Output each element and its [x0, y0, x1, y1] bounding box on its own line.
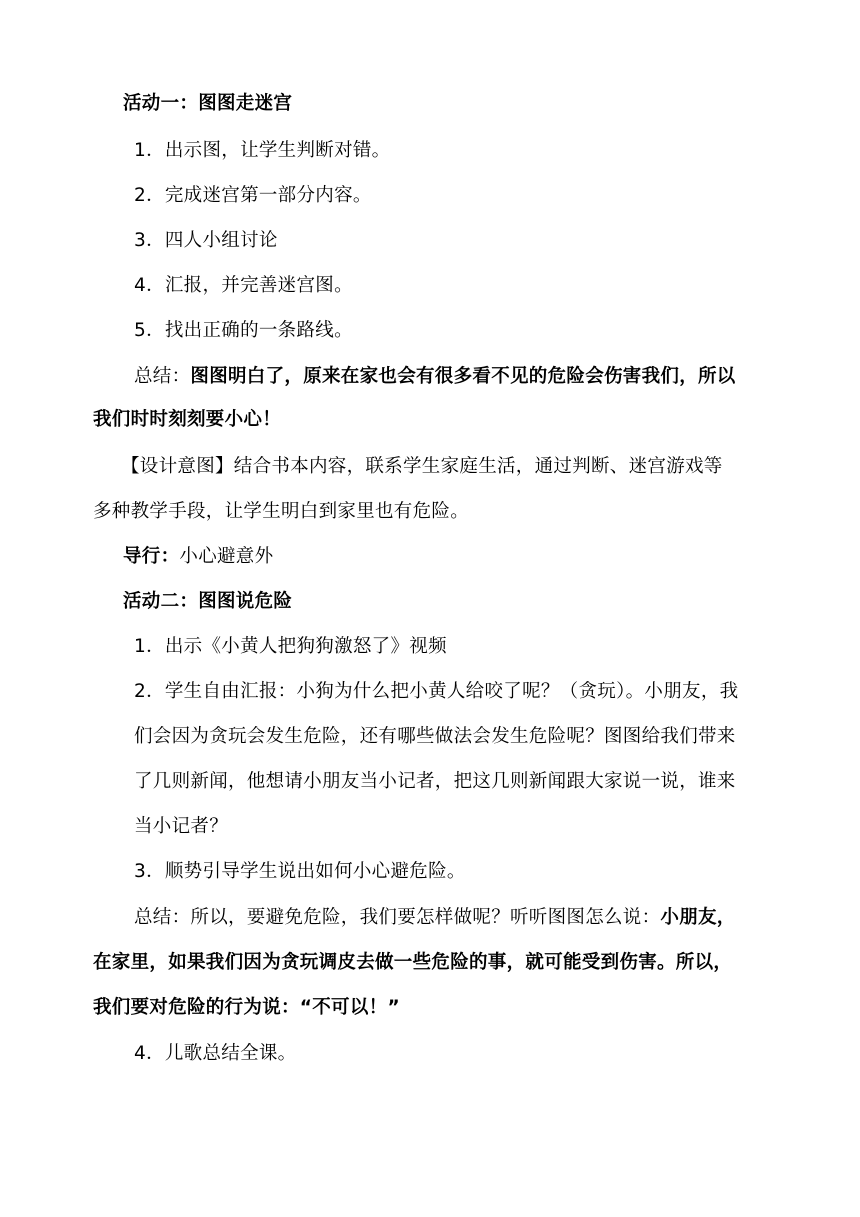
activity2-summary: [134, 906, 736, 930]
activity1-summary: [134, 365, 736, 389]
activity2-step-2-line-4: 当小记者？: [134, 816, 229, 837]
activity1-step-3: 3．四人小组讨论: [134, 230, 278, 251]
activity1-summary-cont: 我们时时刻刻要小心！: [93, 409, 282, 430]
activity2-summary-line-3: 我们要对危险的行为说：“不可以！”: [93, 997, 400, 1018]
guide-label: 导行：: [123, 546, 180, 567]
design-intent-line-1: 【设计意图】结合书本内容，联系学生家庭生活，通过判断、迷宫游戏等: [121, 456, 723, 477]
summary-label: 总结：: [134, 366, 191, 387]
activity2-step-4: 4．儿歌总结全课。: [134, 1043, 297, 1064]
activity2-summary-line-2: 在家里，如果我们因为贪玩调皮去做一些危险的事，就可能受到伤害。所以，: [93, 952, 733, 973]
activity1-step-2: 2．完成迷宫第一部分内容。: [134, 185, 372, 206]
activity1-step-5: 5．找出正确的一条路线。: [134, 320, 353, 341]
activity2-step-3: 3．顺势引导学生说出如何小心避危险。: [134, 861, 466, 882]
activity2-step-2-line-2: 们会因为贪玩会发生危险，还有哪些做法会发生危险呢？图图给我们带来: [134, 726, 736, 747]
guide-line: [123, 545, 273, 569]
summary-bold-text: 图图明白了，原来在家也会有很多看不见的危险会伤害我们，所以: [190, 366, 736, 387]
summary-normal-text: 总结：所以，要避免危险，我们要怎样做呢？听听图图怎么说：: [134, 907, 661, 928]
summary-bold-tail: 小朋友，: [660, 907, 736, 928]
guide-text: 小心避意外: [179, 546, 274, 567]
activity1-heading: 活动一：图图走迷宫: [123, 93, 293, 114]
activity2-step-1: 1．出示《小黄人把狗狗激怒了》视频: [134, 636, 447, 657]
activity1-step-1: 1．出示图，让学生判断对错。: [134, 140, 391, 161]
activity2-step-2-line-1: 2．学生自由汇报：小狗为什么把小黄人给咬了呢？（贪玩）。小朋友，我: [134, 681, 739, 702]
design-intent-line-2: 多种教学手段，让学生明白到家里也有危险。: [93, 501, 470, 522]
activity2-heading: 活动二：图图说危险: [123, 591, 293, 612]
activity2-step-2-line-3: 了几则新闻，他想请小朋友当小记者，把这几则新闻跟大家说一说，谁来: [134, 771, 736, 792]
activity1-step-4: 4．汇报，并完善迷宫图。: [134, 275, 353, 296]
